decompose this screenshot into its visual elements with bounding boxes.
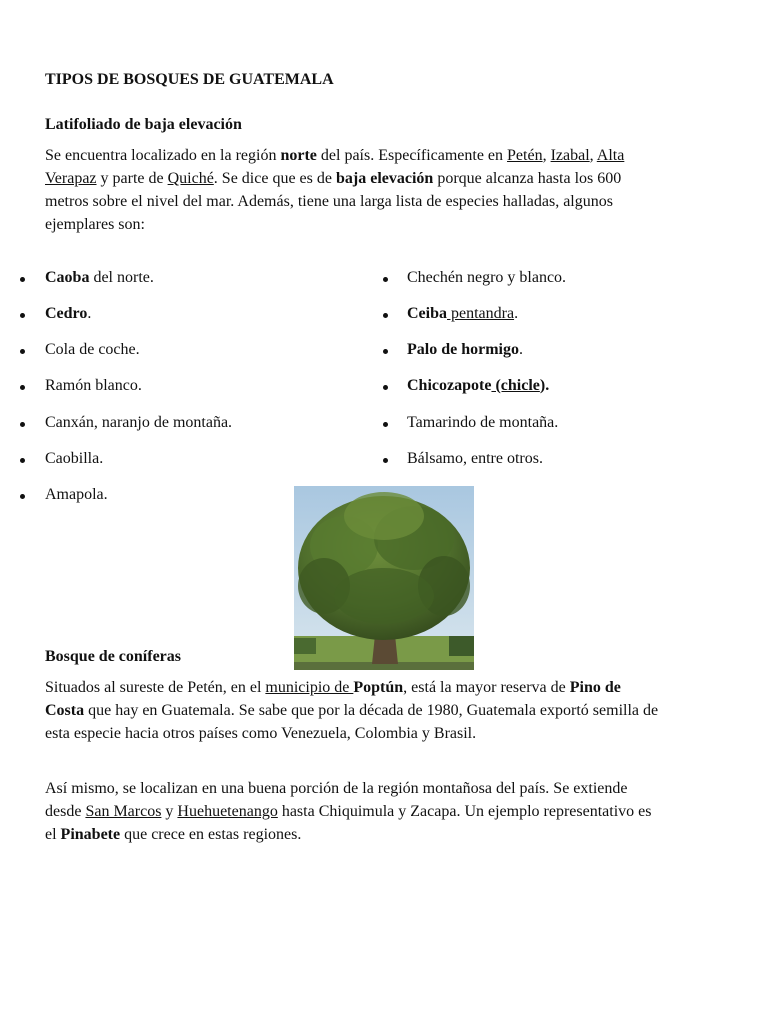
bullet-icon [383, 277, 388, 282]
list-item [45, 304, 91, 324]
section-heading-latifoliado: Latifoliado de baja elevación [45, 116, 242, 133]
link-peten[interactable]: Petén [507, 147, 543, 164]
paragraph-line: Así mismo, se localizan en una buena porción de la región montañosa del país. Se extiende [45, 780, 628, 797]
bold-term: Ceiba [407, 305, 447, 322]
link-municipio[interactable]: municipio de [265, 679, 354, 696]
paragraph-line: metros sobre el nivel del mar. Además, tiene una larga lista de especies halladas, algunos [45, 193, 613, 210]
text-run: hasta Chiquimula y Zacapa. Un ejemplo representativo es [277, 803, 652, 820]
text-run: Amapola. [45, 486, 108, 503]
link-pentandra[interactable]: pentandra [447, 305, 515, 322]
text-run: , [589, 147, 597, 164]
link-chicle[interactable]: (chicle [491, 377, 540, 394]
list-item [45, 413, 232, 433]
text-run: porque alcanza hasta los 600 [433, 170, 622, 187]
text-run: Se encuentra localizado en la región [45, 147, 281, 164]
link-alta-verapaz[interactable]: Alta [596, 147, 625, 164]
list-item [45, 340, 140, 360]
list-item [407, 376, 549, 396]
list-item: Tamarindo de montaña. [407, 414, 559, 431]
list-item [45, 376, 142, 396]
text-run: del norte. [89, 269, 154, 286]
text-run: . [519, 341, 523, 358]
paragraph-line [45, 802, 651, 822]
bold-term: norte [280, 147, 317, 164]
paragraph-line [45, 146, 624, 166]
section-heading-coniferas: Bosque de coníferas [45, 648, 181, 665]
bold-term: Chicozapote [407, 377, 492, 394]
paragraph-line [45, 678, 621, 698]
bullet-icon [383, 458, 388, 463]
text-run: . [87, 305, 92, 322]
paragraph-line: ejemplares son: [45, 216, 145, 233]
link-quiche[interactable]: Quiché [167, 170, 214, 187]
paragraph-line: esta especie hacia otros países como Venezuela, Colombia y Brasil. [45, 725, 477, 742]
paragraph-line [45, 169, 621, 189]
bullet-icon [383, 349, 388, 354]
text-run: . Se dice que es de [213, 170, 336, 187]
bold-term: Cedro [45, 305, 88, 322]
paragraph-line [45, 701, 658, 721]
text-run: ). [539, 377, 550, 394]
bullet-icon [20, 385, 25, 390]
list-item: Chechén negro y blanco. [407, 269, 567, 286]
bold-term: Costa [45, 702, 85, 719]
list-item [45, 268, 154, 288]
link-alta-verapaz[interactable]: Verapaz [45, 170, 97, 187]
bold-term: Palo de hormigo [407, 341, 519, 358]
bold-term: baja elevación [335, 170, 434, 187]
list-item [45, 449, 103, 469]
bullet-icon [20, 458, 25, 463]
bullet-icon [383, 422, 388, 427]
text-run: que hay en Guatemala. Se sabe que por la década de 1980, Guatemala exportó semilla de [84, 702, 659, 719]
text-run: Ramón blanco. [45, 377, 142, 394]
link-san-marcos[interactable]: San Marcos [85, 803, 162, 820]
page-title: TIPOS DE BOSQUES DE GUATEMALA [45, 71, 334, 88]
link-huehuetenango[interactable]: Huehuetenango [177, 803, 278, 820]
text-run: Canxán, naranjo de montaña. [45, 414, 233, 431]
text-run: Caobilla. [45, 450, 104, 467]
bullet-icon [383, 313, 388, 318]
bold-term: Pino de [569, 679, 621, 696]
text-run: . [514, 305, 519, 322]
bold-term: Caoba [45, 269, 90, 286]
link-izabal[interactable]: Izabal [550, 147, 590, 164]
text-run: Situados al sureste de Petén, en el [45, 679, 266, 696]
list-item [45, 485, 108, 505]
bullet-icon [20, 494, 25, 499]
text-run: el [45, 826, 61, 843]
text-run: del país. Específicamente en [316, 147, 508, 164]
text-run: , está la mayor reserva de [403, 679, 570, 696]
list-item [407, 340, 523, 360]
bullet-icon [20, 313, 25, 318]
text-run: que crece en estas regiones. [120, 826, 302, 843]
bullet-icon [20, 422, 25, 427]
list-item [407, 304, 518, 324]
text-run: y parte de [96, 170, 168, 187]
paragraph-line [45, 825, 301, 845]
text-run: Cola de coche. [45, 341, 140, 358]
text-run: , [542, 147, 551, 164]
bullet-icon [20, 349, 25, 354]
bullet-icon [20, 277, 25, 282]
list-item: Bálsamo, entre otros. [407, 450, 543, 467]
bold-term: Poptún [353, 679, 404, 696]
tree-photo [294, 486, 474, 670]
bold-term: Pinabete [60, 826, 121, 843]
tree-icon [294, 486, 474, 670]
bullet-icon [383, 385, 388, 390]
text-run: desde [45, 803, 86, 820]
text-run: y [161, 803, 178, 820]
